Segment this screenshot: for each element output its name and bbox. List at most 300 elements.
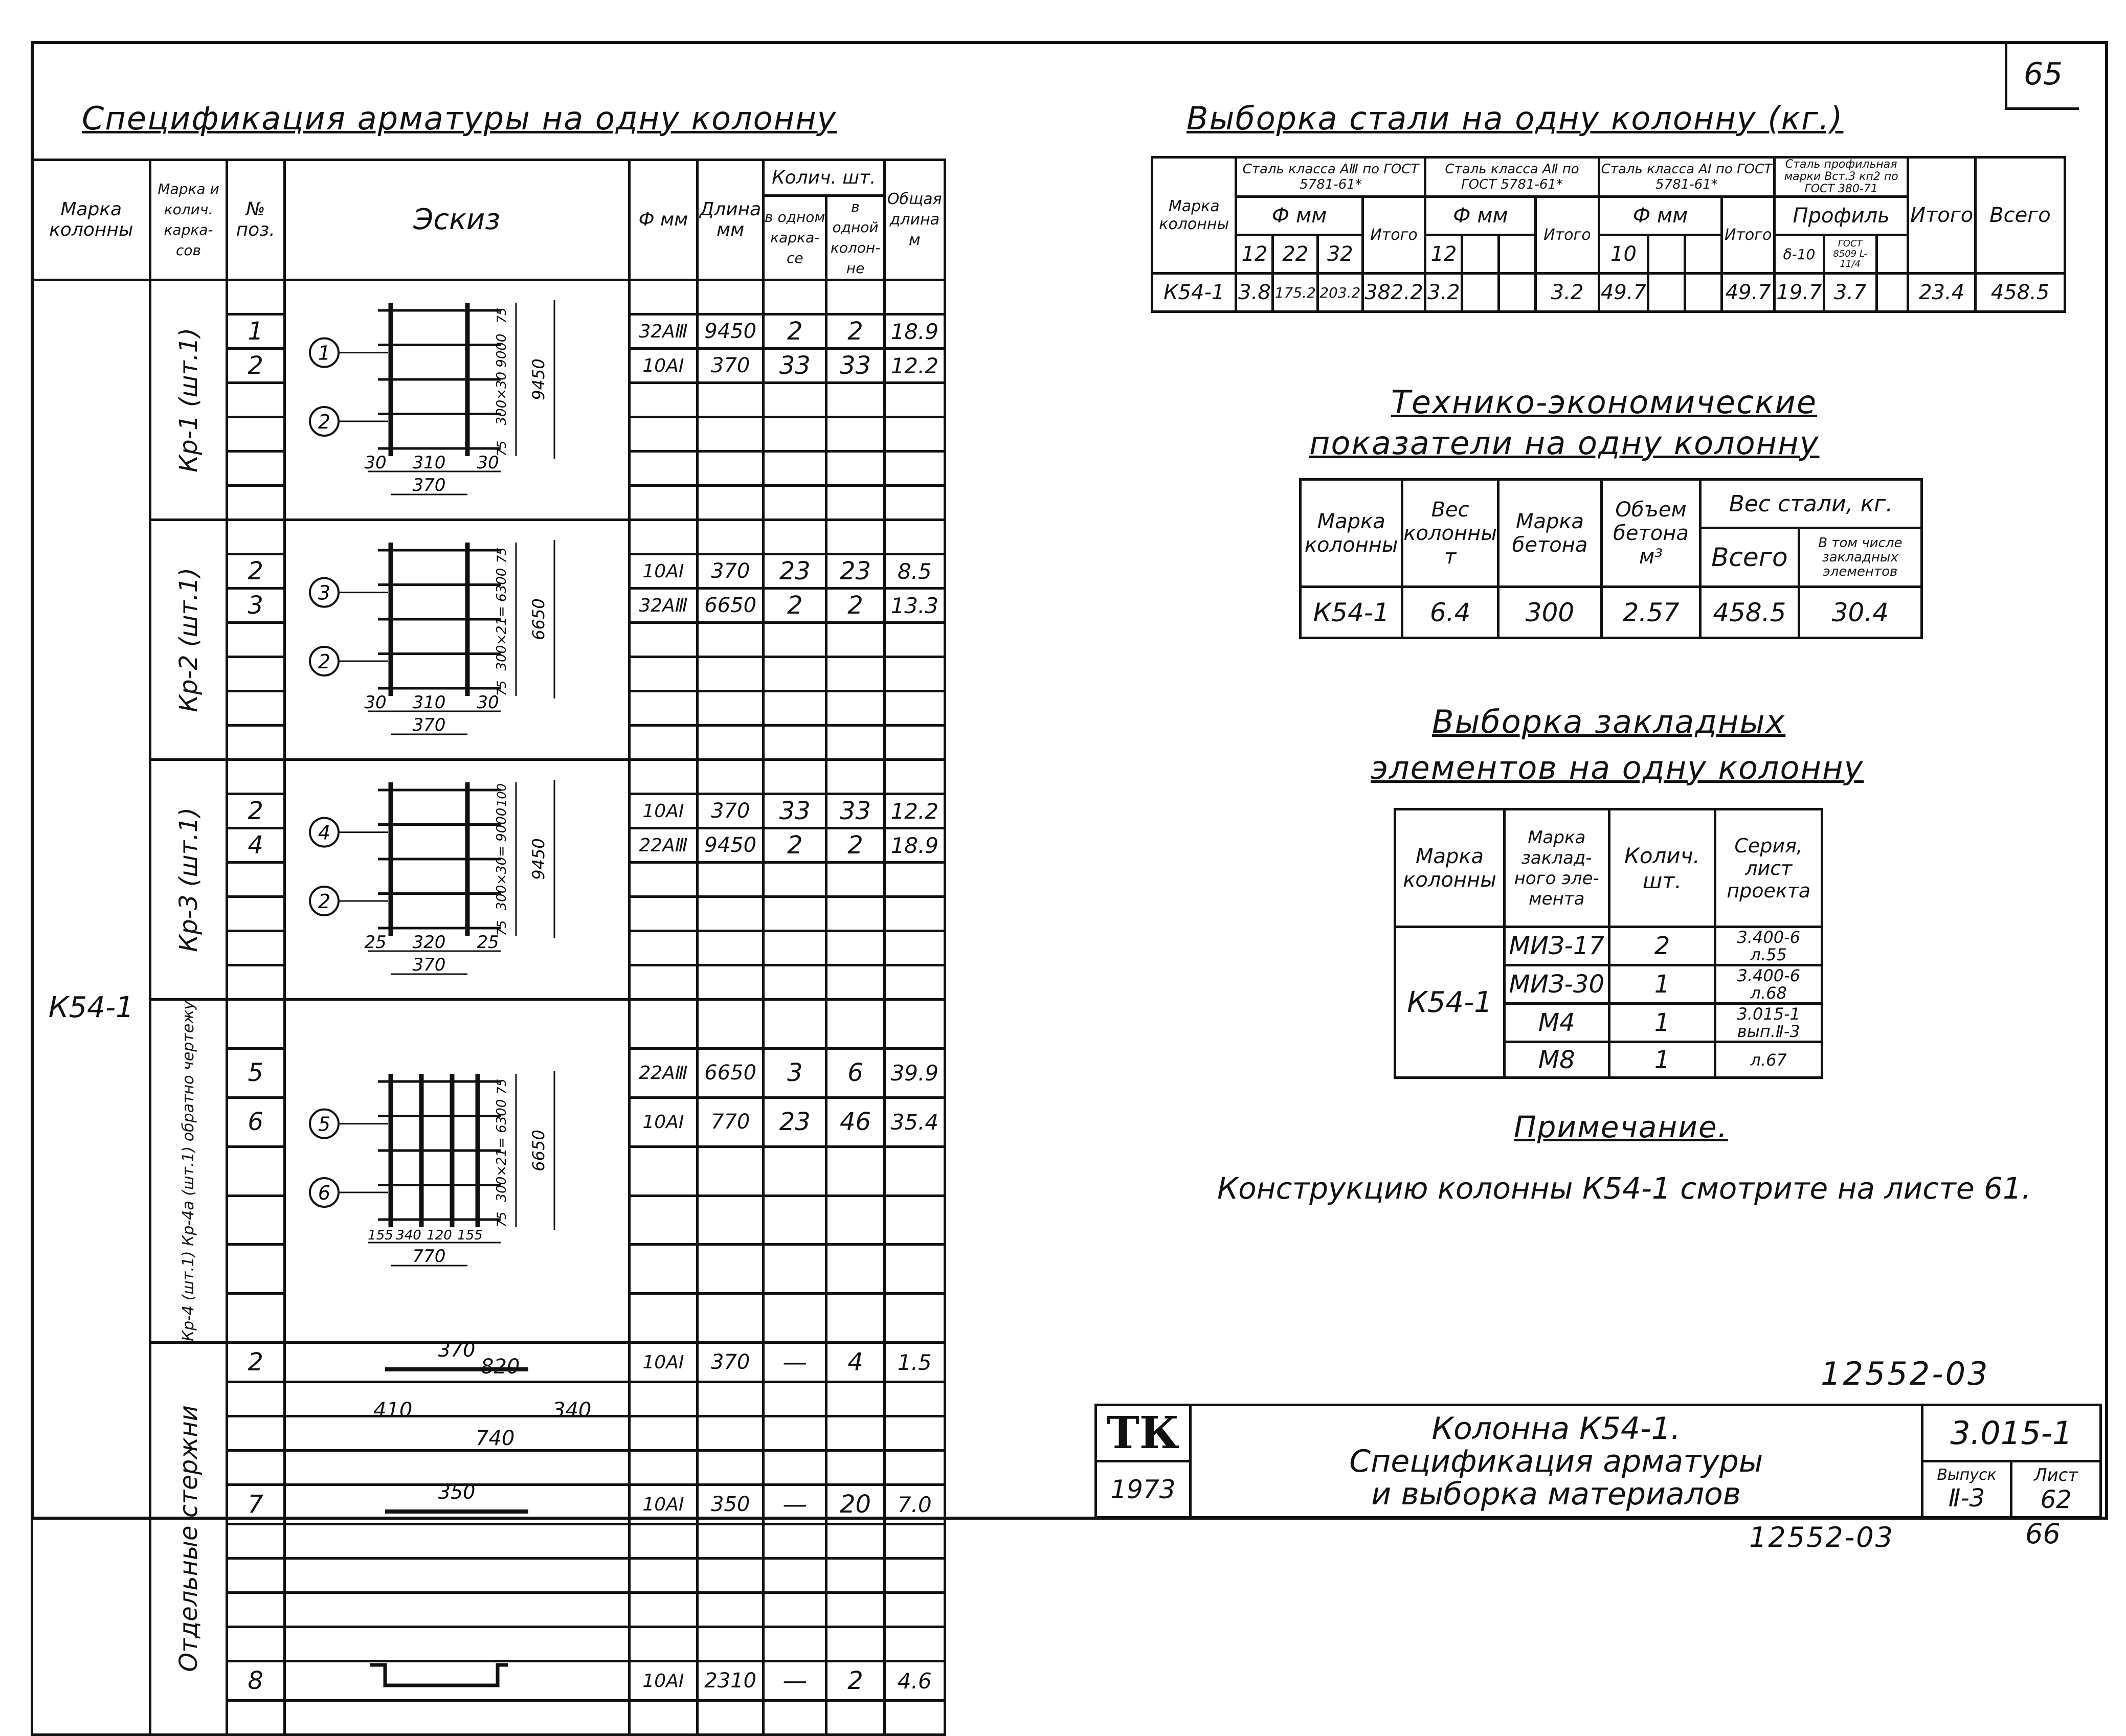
sel-cell: 175.2: [1273, 274, 1318, 312]
qty-frame-cell-empty: [764, 1294, 826, 1343]
tech-table: [1299, 478, 1923, 639]
length-cell-empty: [698, 1701, 764, 1735]
qty-frame-cell: —: [764, 1343, 826, 1382]
diam-cell: 22АⅢ: [629, 1048, 698, 1097]
sel-h-phi2: Ф мм: [1425, 197, 1536, 235]
pos-cell-empty: [227, 280, 284, 314]
total-length-cell: 39.9: [884, 1048, 945, 1097]
qty-col-cell-empty: [826, 657, 884, 691]
length-cell-empty: [698, 726, 764, 760]
diam-cell-empty: [629, 1627, 698, 1661]
diam-cell-empty: [629, 1593, 698, 1627]
sel-cell: 49.7: [1722, 274, 1775, 312]
sel-h-total1: Итого: [1362, 197, 1425, 274]
sel-h-total2: Итого: [1536, 197, 1599, 274]
diam-cell-empty: [629, 383, 698, 417]
length-cell-empty: [698, 657, 764, 691]
qty-frame-cell-empty: [764, 897, 826, 931]
total-length-cell-empty: [884, 897, 945, 931]
length-cell-empty: [698, 1196, 764, 1245]
length-cell-empty: [698, 452, 764, 486]
qty-col-cell-empty: [826, 280, 884, 314]
emb-qty: 2: [1609, 927, 1715, 965]
tech-weight: 6.4: [1402, 587, 1498, 638]
length-cell-empty: [698, 383, 764, 417]
qty-col-cell-empty: [826, 965, 884, 1000]
bar-sketch-cell-empty: [284, 1559, 629, 1593]
header-sketch: Эскиз: [284, 160, 629, 280]
emb-elem: М4: [1505, 1004, 1609, 1042]
note-text: Конструкцию колонны К54-1 смотрите на листе 61.: [1217, 1171, 2031, 1206]
frame-sketch: [286, 772, 618, 987]
qty-col-cell-empty: [826, 452, 884, 486]
header-frame-mark: Марка и колич. карка-сов: [150, 160, 227, 280]
sel-cell: 203.2: [1318, 274, 1363, 312]
u-bar-dimension-label: 410: [373, 1399, 413, 1422]
frame-label-cell: [150, 280, 227, 520]
pos-cell-empty: [227, 520, 284, 554]
pos-cell-empty: [227, 1245, 284, 1294]
sel-cell-empty: [1685, 274, 1722, 312]
qty-col-cell: 2: [826, 828, 884, 863]
emb-h-qty: Колич. шт.: [1609, 809, 1715, 927]
table-row: [32, 1000, 945, 1049]
qty-col-cell: 23: [826, 554, 884, 589]
total-length-cell-empty: [884, 1196, 945, 1245]
tech-h-incl: В том числе закладных элементов: [1799, 528, 1921, 587]
sel-sub-empty: [1648, 235, 1685, 274]
dimension-label: 75: [494, 547, 509, 563]
callout-number: 4: [318, 821, 330, 844]
dimension-label: 300×21= 6300: [494, 568, 509, 671]
stamp-sheet-cell: [2011, 1461, 2101, 1518]
length-cell-empty: [698, 691, 764, 726]
sel-cell: 49.7: [1599, 274, 1648, 312]
header-qty: Колич. шт.: [764, 160, 885, 196]
header-col-mark: Марка колонны: [32, 160, 150, 280]
total-length-cell-empty: [884, 1245, 945, 1294]
diam-cell: 10АⅠ: [629, 1661, 698, 1701]
stamp-issue-label: Выпуск: [1937, 1466, 1997, 1484]
pos-cell: 8: [227, 1661, 284, 1701]
length-cell: 370: [698, 349, 764, 383]
qty-col-cell: 46: [826, 1097, 884, 1146]
qty-frame-cell: 33: [764, 349, 826, 383]
total-length-cell-empty: [884, 1627, 945, 1661]
qty-frame-cell: —: [764, 1485, 826, 1524]
qty-col-cell-empty: [826, 623, 884, 657]
qty-frame-cell-empty: [764, 1701, 826, 1735]
pos-cell: 3: [227, 589, 284, 623]
sel-h-phi3: Ф мм: [1599, 197, 1722, 235]
tech-title-1: Технико-экономические: [1391, 384, 1817, 421]
dimension-label: 30: [364, 453, 387, 473]
pos-cell: 5: [227, 1048, 284, 1097]
length-cell-empty: [698, 417, 764, 452]
qty-frame-cell-empty: [764, 760, 826, 794]
total-length-cell: 13.3: [884, 589, 945, 623]
diam-cell: 32АⅢ: [629, 314, 698, 349]
sel-cell: 3.8: [1236, 274, 1273, 312]
length-cell-empty: [698, 623, 764, 657]
page-number: 65: [2023, 56, 2063, 92]
pos-cell-empty: [227, 897, 284, 931]
stamp-line-3: и выборка материалов: [1371, 1476, 1741, 1512]
emb-series: л.67: [1715, 1042, 1822, 1078]
length-cell-empty: [698, 1000, 764, 1049]
table-row: [32, 520, 945, 554]
pos-cell-empty: [227, 1196, 284, 1245]
dimension-label: 310: [412, 692, 446, 713]
sel-sub-empty: [1499, 235, 1536, 274]
header-qty-frame: в одном карка-се: [764, 196, 826, 280]
total-length-cell-empty: [884, 486, 945, 520]
qty-col-cell-empty: [826, 1701, 884, 1735]
qty-frame-cell-empty: [764, 1524, 826, 1559]
qty-col-cell-empty: [826, 760, 884, 794]
qty-frame-cell-empty: [764, 1416, 826, 1451]
u-bar-dimension-label: 740: [476, 1427, 515, 1450]
bar-sketch-cell-empty: [284, 1451, 629, 1485]
emb-elem: МИЗ-17: [1505, 927, 1609, 965]
qty-col-cell-empty: [826, 1146, 884, 1196]
qty-col-cell: 2: [826, 589, 884, 623]
dimension-label: 75: [494, 307, 509, 324]
qty-frame-cell-empty: [764, 1146, 826, 1196]
qty-col-cell-empty: [826, 383, 884, 417]
stamp-logo: ТК: [1096, 1405, 1191, 1461]
qty-frame-cell-empty: [764, 486, 826, 520]
dimension-label: 30: [477, 692, 499, 713]
tech-title-2: показатели на одну колонну: [1309, 424, 1820, 462]
qty-col-cell: 2: [826, 314, 884, 349]
diam-cell-empty: [629, 657, 698, 691]
total-length-cell-empty: [884, 931, 945, 965]
separate-label: Отдельные стержни: [174, 1405, 203, 1672]
diam-cell-empty: [629, 1701, 698, 1735]
diam-cell-empty: [629, 863, 698, 897]
callout-number: 6: [318, 1182, 330, 1205]
diam-cell: 10АⅠ: [629, 349, 698, 383]
dimension-label: 9450: [528, 358, 548, 400]
total-length-cell-empty: [884, 657, 945, 691]
callout-number: 2: [318, 890, 330, 913]
dimension-label: 770: [412, 1246, 446, 1267]
qty-col-cell-empty: [826, 1593, 884, 1627]
emb-h-series: Серия, лист проекта: [1715, 809, 1822, 927]
length-cell: 370: [698, 554, 764, 589]
dimension-label: 100: [494, 783, 509, 807]
length-cell-empty: [698, 1294, 764, 1343]
diam-cell-empty: [629, 452, 698, 486]
stamp-code-top: 12552-03: [1821, 1355, 1990, 1392]
diam-cell-empty: [629, 1524, 698, 1559]
total-length-cell-empty: [884, 863, 945, 897]
pos-cell: 4: [227, 828, 284, 863]
sel-cell: 458.5: [1976, 274, 2065, 312]
total-length-cell: 7.0: [884, 1485, 945, 1524]
selection-table: [1151, 156, 2066, 313]
total-length-cell-empty: [884, 1000, 945, 1049]
total-length-cell-empty: [884, 280, 945, 314]
total-length-cell-empty: [884, 1451, 945, 1485]
pos-cell: 7: [227, 1485, 284, 1524]
qty-col-cell-empty: [826, 1524, 884, 1559]
sel-cell-empty: [1462, 274, 1499, 312]
dimension-label: 155: [367, 1228, 393, 1244]
diam-cell-empty: [629, 691, 698, 726]
total-length-cell-empty: [884, 1701, 945, 1735]
qty-frame-cell-empty: [764, 1559, 826, 1593]
diam-cell-empty: [629, 1294, 698, 1343]
length-cell: 2310: [698, 1661, 764, 1701]
header-total: Общая длина м: [884, 160, 945, 280]
diam-cell-empty: [629, 1245, 698, 1294]
sel-sub-empty: [1876, 235, 1908, 274]
qty-col-cell-empty: [826, 1559, 884, 1593]
pos-cell-empty: [227, 1524, 284, 1559]
sel-sub: ГОСТ 8509 L-11/4: [1824, 235, 1876, 274]
bar-length-label: 370: [438, 1344, 476, 1362]
dimension-label: 340: [395, 1228, 421, 1244]
length-cell: 9450: [698, 314, 764, 349]
qty-frame-cell-empty: [764, 520, 826, 554]
dimension-label: 370: [412, 475, 446, 495]
qty-col-cell-empty: [826, 486, 884, 520]
emb-qty: 1: [1609, 1004, 1715, 1042]
total-length-cell: 18.9: [884, 828, 945, 863]
pos-cell-empty: [227, 1627, 284, 1661]
total-length-cell: 35.4: [884, 1097, 945, 1146]
sel-cell-empty: [1876, 274, 1908, 312]
pos-cell-empty: [227, 1701, 284, 1735]
tech-incl: 30.4: [1799, 587, 1921, 638]
total-length-cell-empty: [884, 452, 945, 486]
emb-series: 3.015-1 вып.Ⅱ-3: [1715, 1004, 1822, 1042]
sel-row-mark: К54-1: [1152, 274, 1236, 312]
title-block: [1094, 1404, 2102, 1519]
length-cell: 6650: [698, 589, 764, 623]
pos-cell-empty: [227, 863, 284, 897]
sel-cell: 19.7: [1775, 274, 1824, 312]
tech-all: 458.5: [1700, 587, 1799, 638]
total-length-cell: 1.5: [884, 1343, 945, 1382]
length-cell-empty: [698, 931, 764, 965]
dimension-label: 370: [412, 715, 446, 735]
frame-label-cell: [150, 520, 227, 760]
emb-qty: 1: [1609, 965, 1715, 1004]
pos-cell: 2: [227, 554, 284, 589]
dimension-label: 25: [364, 932, 387, 953]
length-cell-empty: [698, 1627, 764, 1661]
length-cell-empty: [698, 520, 764, 554]
pos-cell-empty: [227, 1382, 284, 1416]
sel-h-total3: Итого: [1722, 197, 1775, 274]
qty-frame-cell-empty: [764, 1000, 826, 1049]
qty-col-cell-empty: [826, 1000, 884, 1049]
total-length-cell-empty: [884, 1559, 945, 1593]
sketch-cell: [284, 280, 629, 520]
diam-cell: 10АⅠ: [629, 794, 698, 828]
page-number-box: [2005, 41, 2079, 110]
length-cell-empty: [698, 486, 764, 520]
stamp-line-1: Колонна К54-1.: [1431, 1410, 1681, 1447]
total-length-cell-empty: [884, 965, 945, 1000]
total-length-cell-empty: [884, 760, 945, 794]
total-length-cell: 18.9: [884, 314, 945, 349]
tech-concrete: 300: [1498, 587, 1601, 638]
emb-elem: М8: [1505, 1042, 1609, 1078]
dimension-label: 300×30= 9000: [494, 807, 509, 911]
qty-col-cell-empty: [826, 1627, 884, 1661]
length-cell-empty: [698, 280, 764, 314]
frame-label: Кр-4 (шт.1) Кр-4а (шт.1) обратно чертежу: [180, 1001, 198, 1342]
header-pos: № поз.: [227, 160, 284, 280]
dimension-label: 6650: [528, 598, 548, 640]
diam-cell-empty: [629, 965, 698, 1000]
tech-mark: К54-1: [1301, 587, 1402, 638]
diam-cell-empty: [629, 520, 698, 554]
diam-cell: 10АⅠ: [629, 554, 698, 589]
sel-cell: 23.4: [1908, 274, 1976, 312]
sketch-cell: [284, 520, 629, 760]
qty-col-cell-empty: [826, 863, 884, 897]
pos-cell-empty: [227, 965, 284, 1000]
qty-frame-cell-empty: [764, 931, 826, 965]
sel-cell: 3.2: [1425, 274, 1462, 312]
pos-cell-empty: [227, 623, 284, 657]
diam-cell-empty: [629, 1451, 698, 1485]
qty-col-cell-empty: [826, 1245, 884, 1294]
qty-frame-cell: 2: [764, 589, 826, 623]
total-length-cell-empty: [884, 1593, 945, 1627]
pos-cell-empty: [227, 452, 284, 486]
qty-frame-cell-empty: [764, 1382, 826, 1416]
length-cell-empty: [698, 1559, 764, 1593]
frame-label: Кр-2 (шт.1): [174, 567, 203, 712]
page-number-bottom: 66: [2025, 1518, 2061, 1550]
sel-cell-empty: [1648, 274, 1685, 312]
header-diam: Ф мм: [629, 160, 698, 280]
frame-label-cell: [150, 1000, 227, 1343]
frame-sketch: [286, 1064, 618, 1278]
qty-frame-cell-empty: [764, 965, 826, 1000]
qty-frame-cell-empty: [764, 280, 826, 314]
diam-cell-empty: [629, 1146, 698, 1196]
sketch-cell: [284, 1000, 629, 1343]
stamp-sheet-label: Лист: [2034, 1464, 2078, 1485]
qty-col-cell-empty: [826, 1416, 884, 1451]
qty-frame-cell-empty: [764, 1451, 826, 1485]
total-length-cell-empty: [884, 623, 945, 657]
length-cell-empty: [698, 760, 764, 794]
sel-sub-empty: [1685, 235, 1722, 274]
qty-frame-cell-empty: [764, 657, 826, 691]
diam-cell-empty: [629, 1196, 698, 1245]
note-title: Примечание.: [1514, 1110, 1729, 1144]
qty-col-cell-empty: [826, 1382, 884, 1416]
tech-h-weight: Вес колонны т: [1402, 480, 1498, 587]
length-cell: 370: [698, 1343, 764, 1382]
total-length-cell: 4.6: [884, 1661, 945, 1701]
qty-frame-cell: 23: [764, 1097, 826, 1146]
qty-frame-cell-empty: [764, 691, 826, 726]
length-cell-empty: [698, 1245, 764, 1294]
qty-col-cell-empty: [826, 1196, 884, 1245]
dimension-label: 300×30 9000: [494, 333, 509, 425]
total-length-cell: 12.2: [884, 349, 945, 383]
pos-cell-empty: [227, 1559, 284, 1593]
header-qty-col: в одной колон-не: [826, 196, 884, 280]
qty-col-cell: 6: [826, 1048, 884, 1097]
u-bar-dimension-label: 820: [481, 1355, 520, 1379]
length-cell-empty: [698, 965, 764, 1000]
u-bar-dimension-label: 340: [552, 1399, 592, 1422]
pos-cell: 2: [227, 349, 284, 383]
diam-cell-empty: [629, 760, 698, 794]
qty-col-cell: 4: [826, 1343, 884, 1382]
qty-col-cell-empty: [826, 417, 884, 452]
sketch-cell: [284, 760, 629, 1000]
bar-length-label: 350: [438, 1486, 476, 1504]
dimension-label: 30: [477, 453, 499, 473]
bar-sketch-cell: [284, 1661, 629, 1701]
length-cell-empty: [698, 1524, 764, 1559]
frame-label-cell: [150, 760, 227, 1000]
stamp-code-bottom: 12552-03: [1749, 1521, 1894, 1553]
stamp-sheet: 62: [2040, 1485, 2072, 1514]
callout-number: 2: [318, 650, 330, 673]
length-cell: 6650: [698, 1048, 764, 1097]
qty-col-cell: 33: [826, 794, 884, 828]
frame-sketch: [286, 532, 618, 747]
pos-cell-empty: [227, 1000, 284, 1049]
header-length: Длина мм: [698, 160, 764, 280]
qty-frame-cell-empty: [764, 452, 826, 486]
diam-cell-empty: [629, 1559, 698, 1593]
pos-cell: 2: [227, 794, 284, 828]
bar-sketch-cell: [284, 1485, 629, 1524]
sel-cell: 3.2: [1536, 274, 1599, 312]
sel-h-g2: Сталь класса АⅡ по ГОСТ 5781-61*: [1425, 157, 1599, 197]
pos-cell-empty: [227, 691, 284, 726]
dimension-label: 370: [412, 955, 446, 975]
diam-cell-empty: [629, 486, 698, 520]
diam-cell: 10АⅠ: [629, 1343, 698, 1382]
sel-h-prof: Профиль: [1775, 197, 1908, 235]
pos-cell-empty: [227, 1593, 284, 1627]
stamp-title: [1190, 1405, 1922, 1518]
dimension-label: 75: [494, 440, 509, 457]
length-cell-empty: [698, 1451, 764, 1485]
length-cell: 770: [698, 1097, 764, 1146]
total-length-cell-empty: [884, 1382, 945, 1416]
length-cell: 370: [698, 794, 764, 828]
qty-col-cell: 2: [826, 1661, 884, 1701]
sel-sub-empty: [1462, 235, 1499, 274]
qty-frame-cell: 2: [764, 314, 826, 349]
u-bar-shape: [370, 1665, 508, 1685]
diam-cell-empty: [629, 417, 698, 452]
diam-cell-empty: [629, 931, 698, 965]
qty-frame-cell: 33: [764, 794, 826, 828]
qty-col-cell-empty: [826, 520, 884, 554]
dimension-label: 75: [494, 1078, 509, 1095]
qty-col-cell-empty: [826, 691, 884, 726]
sel-sub: 12: [1236, 235, 1273, 274]
total-length-cell: 8.5: [884, 554, 945, 589]
frame-label: Кр-3 (шт.1): [174, 807, 203, 952]
